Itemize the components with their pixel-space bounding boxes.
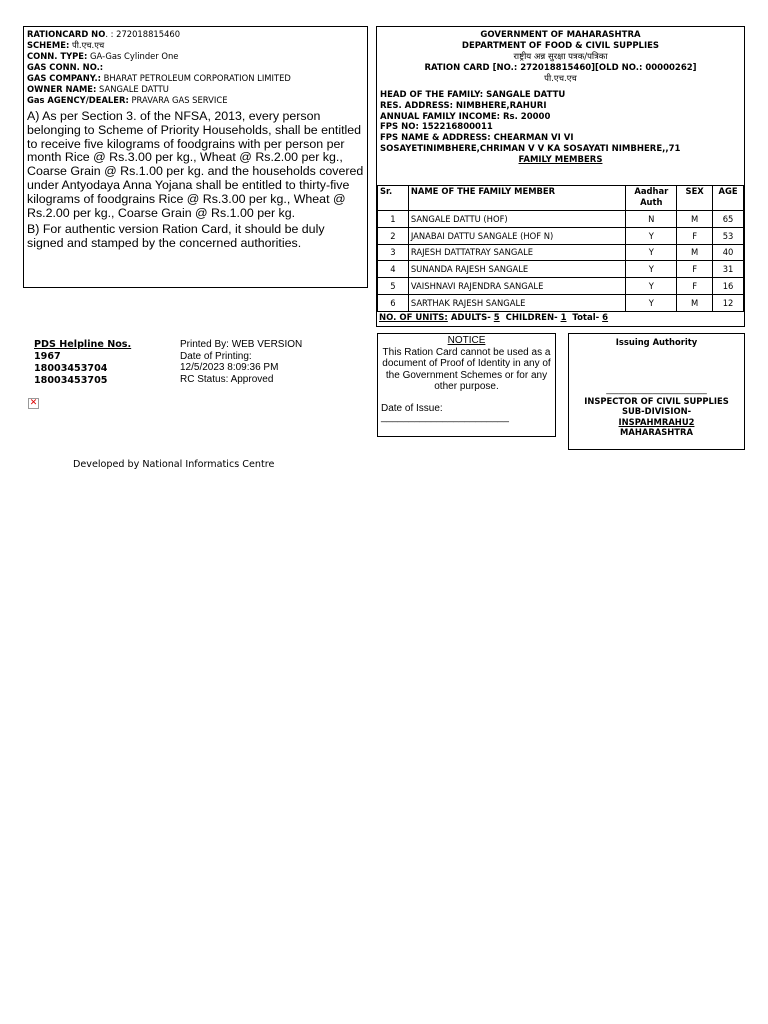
printed-by: Printed By: WEB VERSION bbox=[180, 339, 303, 350]
table-header-row bbox=[378, 186, 744, 211]
field-label: Gas AGENCY/DEALER: bbox=[27, 95, 129, 105]
table-row bbox=[378, 294, 744, 311]
print-info-block bbox=[180, 339, 302, 385]
fps-name: FPS NAME & ADDRESS: CHEARMAN VI VI bbox=[380, 133, 574, 144]
authenticity-paragraph: B) For authentic version Ration Card, it should be duly signed and stamped by the concerned authorities. bbox=[27, 222, 325, 251]
rc-status: RC Status: Approved bbox=[180, 373, 274, 385]
field-value: पी.एच.एच bbox=[72, 40, 105, 50]
gas-agency-field bbox=[27, 95, 364, 106]
member-name: SANGALE DATTU (HOF) bbox=[408, 211, 626, 228]
column-header: Aadhar Auth bbox=[626, 186, 677, 211]
sub-division: SUB-DIVISION- bbox=[621, 406, 692, 416]
children-count: 1 bbox=[560, 313, 567, 323]
state-name: MAHARASHTRA bbox=[620, 427, 693, 437]
member-aadhar: N bbox=[626, 211, 677, 228]
field-value: PRAVARA GAS SERVICE bbox=[131, 95, 228, 105]
helpline-number: 18003453704 bbox=[34, 363, 108, 374]
fps-number: FPS NO: 152216800011 bbox=[380, 122, 493, 133]
hindi-card-title: राष्ट्रीय अन्न सुरक्षा पत्रक/पत्रिका bbox=[513, 52, 608, 62]
notice-text: This Ration Card cannot be used as a document of Proof of Identity in any of the Government Schemes or for any other purpose. bbox=[382, 346, 551, 392]
date-of-printing: 12/5/2023 8:09:36 PM bbox=[180, 362, 279, 373]
total-count: 6 bbox=[602, 313, 609, 323]
column-header: SEX bbox=[677, 186, 713, 211]
field-label: GAS CONN. NO.: bbox=[27, 62, 104, 72]
scheme-field bbox=[27, 40, 364, 51]
table-row bbox=[378, 227, 744, 244]
helpline-number: 18003453705 bbox=[34, 375, 108, 386]
member-sex: M bbox=[677, 294, 713, 311]
signature-line: ________________________ bbox=[606, 383, 707, 394]
member-aadhar: Y bbox=[626, 294, 677, 311]
member-age: 53 bbox=[713, 227, 744, 244]
field-value: . : 272018815460 bbox=[105, 29, 181, 39]
column-header: Sr. bbox=[378, 186, 409, 211]
member-name: SARTHAK RAJESH SANGALE bbox=[408, 294, 626, 311]
member-sr: 2 bbox=[378, 227, 409, 244]
member-sex: M bbox=[677, 244, 713, 261]
notice-title: NOTICE bbox=[447, 335, 486, 346]
member-name: SUNANDA RAJESH SANGALE bbox=[408, 261, 626, 278]
head-of-family: HEAD OF THE FAMILY: SANGALE DATTU bbox=[380, 90, 566, 100]
government-title: GOVERNMENT OF MAHARASHTRA bbox=[480, 30, 641, 40]
member-name: JANABAI DATTU SANGALE (HOF N) bbox=[408, 227, 626, 244]
member-sr: 5 bbox=[378, 278, 409, 295]
annual-income: ANNUAL FAMILY INCOME: Rs. 20000 bbox=[380, 111, 551, 122]
member-sr: 1 bbox=[378, 211, 409, 228]
column-header: NAME OF THE FAMILY MEMBER bbox=[408, 186, 626, 211]
nfsa-entitlement-paragraph: A) As per Section 3. of the NFSA, 2013, every person belonging to Scheme of Priority Households, shall be entitled to receive five kilograms of foodgrains with per person per month Rice @ Rs.3.00 per kg., Wheat @ Rs.2.00 per kg., Coarse Grain @ Rs.1.00 per kg. and the households covered under Antyodaya Anna Yojana shall be entitled to thirty-five kilograms of foodgrains Rice @ Rs.3.00 per kg., Wheat @ Rs.2.00 per kg., Coarse Grain @ Rs.1.00 per kg. bbox=[27, 109, 364, 220]
member-sex: F bbox=[677, 261, 713, 278]
field-label: GAS COMPANY.: bbox=[27, 73, 101, 83]
children-label: CHILDREN- bbox=[505, 313, 558, 323]
table-row bbox=[378, 244, 744, 261]
broken-image-icon: ✕ bbox=[29, 398, 38, 408]
member-name: VAISHNAVI RAJENDRA SANGALE bbox=[408, 278, 626, 295]
card-number: RATION CARD [NO.: 272018815460][OLD NO.: 00000262] bbox=[424, 63, 697, 73]
table-row bbox=[378, 278, 744, 295]
field-value: GA-Gas Cylinder One bbox=[90, 51, 179, 61]
gas-company-field bbox=[27, 73, 364, 84]
field-label: CONN. TYPE: bbox=[27, 51, 88, 61]
family-members-title: FAMILY MEMBERS bbox=[518, 154, 603, 165]
date-of-printing-label: Date of Printing: bbox=[180, 350, 252, 362]
ration-card-no-field bbox=[27, 29, 364, 40]
card-scheme: पी.एच.एच bbox=[544, 74, 577, 84]
field-label: OWNER NAME: bbox=[27, 84, 97, 94]
footer-credit: Developed by National Informatics Centre bbox=[73, 459, 275, 470]
member-age: 40 bbox=[713, 244, 744, 261]
sub-division-code: INSPAHMRAHU2 bbox=[618, 416, 695, 427]
member-sex: F bbox=[677, 227, 713, 244]
member-sex: M bbox=[677, 211, 713, 228]
family-members-table bbox=[377, 185, 744, 312]
total-label: Total- bbox=[572, 313, 600, 323]
member-age: 65 bbox=[713, 211, 744, 228]
notice-box bbox=[377, 333, 556, 437]
helpline-block bbox=[34, 339, 131, 387]
fps-address: SOSAYETINIMBHERE,CHRIMAN V V KA SOSAYATI NIMBHERE,,71 bbox=[380, 143, 681, 154]
member-sr: 4 bbox=[378, 261, 409, 278]
member-age: 16 bbox=[713, 278, 744, 295]
gas-details-box bbox=[23, 26, 368, 288]
member-sex: F bbox=[677, 278, 713, 295]
date-of-issue-label: Date of Issue: bbox=[381, 402, 443, 414]
column-header: AGE bbox=[713, 186, 744, 211]
member-aadhar: Y bbox=[626, 244, 677, 261]
adults-count: 5 bbox=[493, 313, 500, 323]
field-value: SANGALE DATTU bbox=[99, 84, 169, 94]
member-sr: 6 bbox=[378, 294, 409, 311]
field-label: RATIONCARD NO bbox=[27, 29, 106, 39]
member-age: 12 bbox=[713, 294, 744, 311]
member-aadhar: Y bbox=[626, 261, 677, 278]
helpline-number: 1967 bbox=[34, 351, 61, 362]
helpline-title: PDS Helpline Nos. bbox=[34, 339, 132, 350]
table-row bbox=[378, 211, 744, 228]
department-title: DEPARTMENT OF FOOD & CIVIL SUPPLIES bbox=[461, 41, 660, 51]
member-age: 31 bbox=[713, 261, 744, 278]
residential-address: RES. ADDRESS: NIMBHERE,RAHURI bbox=[380, 100, 547, 111]
conn-type-field bbox=[27, 51, 364, 62]
member-sr: 3 bbox=[378, 244, 409, 261]
owner-name-field bbox=[27, 84, 364, 95]
units-summary bbox=[379, 313, 608, 323]
issuing-authority-title: Issuing Authority bbox=[615, 337, 698, 347]
field-label: SCHEME: bbox=[27, 40, 70, 50]
inspector-title: INSPECTOR OF CIVIL SUPPLIES bbox=[584, 395, 729, 406]
adults-label: ADULTS- bbox=[450, 313, 491, 323]
gas-conn-no-field bbox=[27, 62, 364, 73]
ration-card-box bbox=[376, 26, 745, 327]
member-name: RAJESH DATTATRAY SANGALE bbox=[408, 244, 626, 261]
date-of-issue-line: _______________________ bbox=[381, 412, 509, 423]
member-aadhar: Y bbox=[626, 278, 677, 295]
units-label: NO. OF UNITS: bbox=[379, 313, 448, 323]
table-row bbox=[378, 261, 744, 278]
issuing-authority-box bbox=[568, 333, 745, 450]
field-value: BHARAT PETROLEUM CORPORATION LIMITED bbox=[103, 73, 291, 83]
member-aadhar: Y bbox=[626, 227, 677, 244]
